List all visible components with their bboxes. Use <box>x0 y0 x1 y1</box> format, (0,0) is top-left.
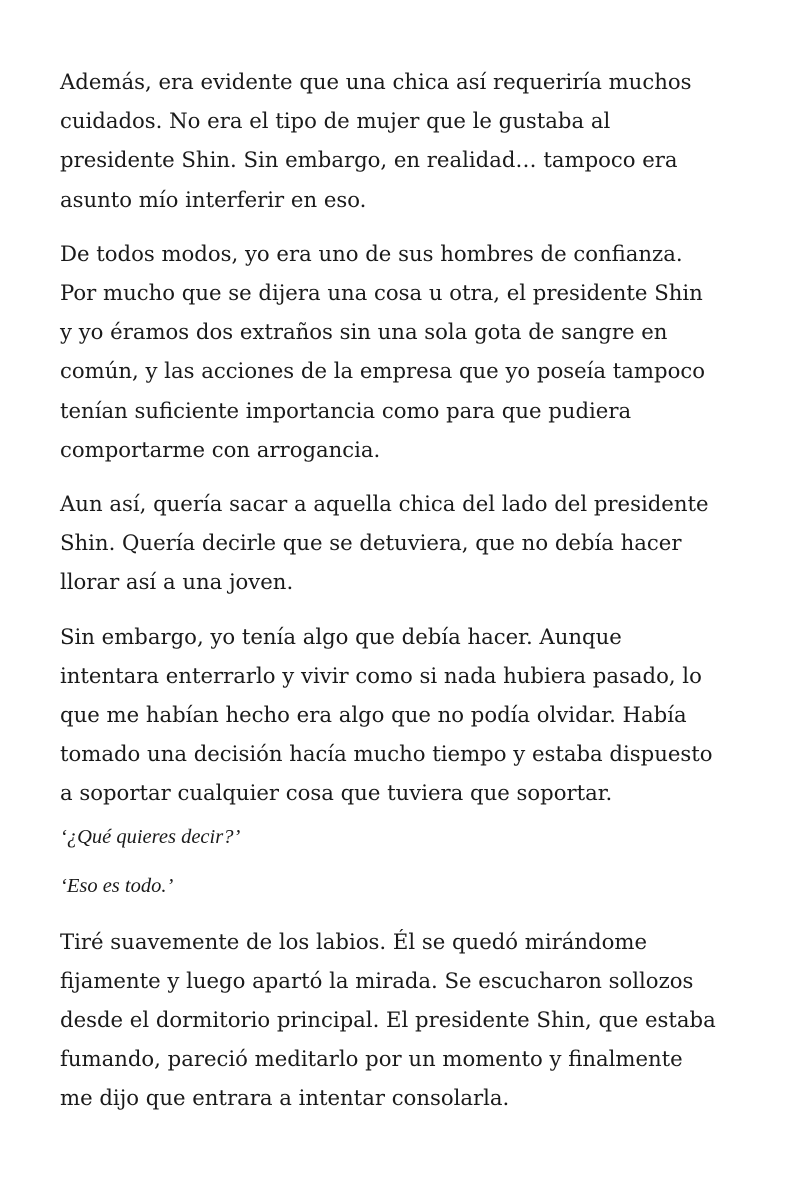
text-line: fumando, pareció meditarlo por un momento y finalmente <box>60 1046 683 1072</box>
text-line: a soportar cualquier cosa que tuviera que soportar. <box>60 780 613 806</box>
text-line: me dijo que entrara a intentar consolarla. <box>60 1085 510 1111</box>
text-line: tenían suficiente importancia como para que pudiera <box>60 397 632 423</box>
text-line: tomado una decisión hacía mucho tiempo y estaba dispuesto <box>60 741 713 767</box>
dialogue-line-2: ‘Eso es todo.’ <box>60 874 174 897</box>
text-line: De todos modos, yo era uno de sus hombres de confianza. <box>60 240 683 266</box>
paragraph-1 <box>60 62 750 219</box>
paragraph-4 <box>60 617 750 813</box>
page-body <box>60 62 750 1133</box>
text-line: Shin. Quería decirle que se detuviera, que no debía hacer <box>60 530 682 556</box>
text-line: cuidados. No era el tipo de mujer que le gustaba al <box>60 108 611 134</box>
text-line: y yo éramos dos extraños sin una sola gota de sangre en <box>60 319 668 345</box>
text-line: Sin embargo, yo tenía algo que debía hacer. Aunque <box>60 623 622 649</box>
text-line: presidente Shin. Sin embargo, en realidad… tampoco era <box>60 147 678 173</box>
text-line: Tiré suavemente de los labios. Él se quedó mirándome <box>60 928 648 954</box>
text-line: intentara enterrarlo y vivir como si nada hubiera pasado, lo <box>60 662 702 688</box>
text-line: Además, era evidente que una chica así requeriría muchos <box>60 69 692 94</box>
dialogue-line-1: ‘¿Qué quieres decir?’ <box>60 825 241 848</box>
text-line: desde el dormitorio principal. El presidente Shin, que estaba <box>60 1007 716 1033</box>
text-line: comportarme con arrogancia. <box>60 436 381 462</box>
text-line: común, y las acciones de la empresa que yo poseía tampoco <box>60 358 705 384</box>
text-line: asunto mío interferir en eso. <box>60 186 367 212</box>
text-line: fijamente y luego apartó la mirada. Se escucharon sollozos <box>60 967 694 993</box>
text-line: Aun así, quería sacar a aquella chica del lado del presidente <box>60 491 709 517</box>
paragraph-3 <box>60 484 750 602</box>
text-line: Por mucho que se dijera una cosa u otra, el presidente Shin <box>60 280 703 306</box>
paragraph-2 <box>60 234 750 469</box>
paragraph-final <box>60 922 750 1118</box>
text-line: llorar así a una joven. <box>60 569 294 595</box>
text-line: que me habían hecho era algo que no podía olvidar. Había <box>60 702 687 728</box>
